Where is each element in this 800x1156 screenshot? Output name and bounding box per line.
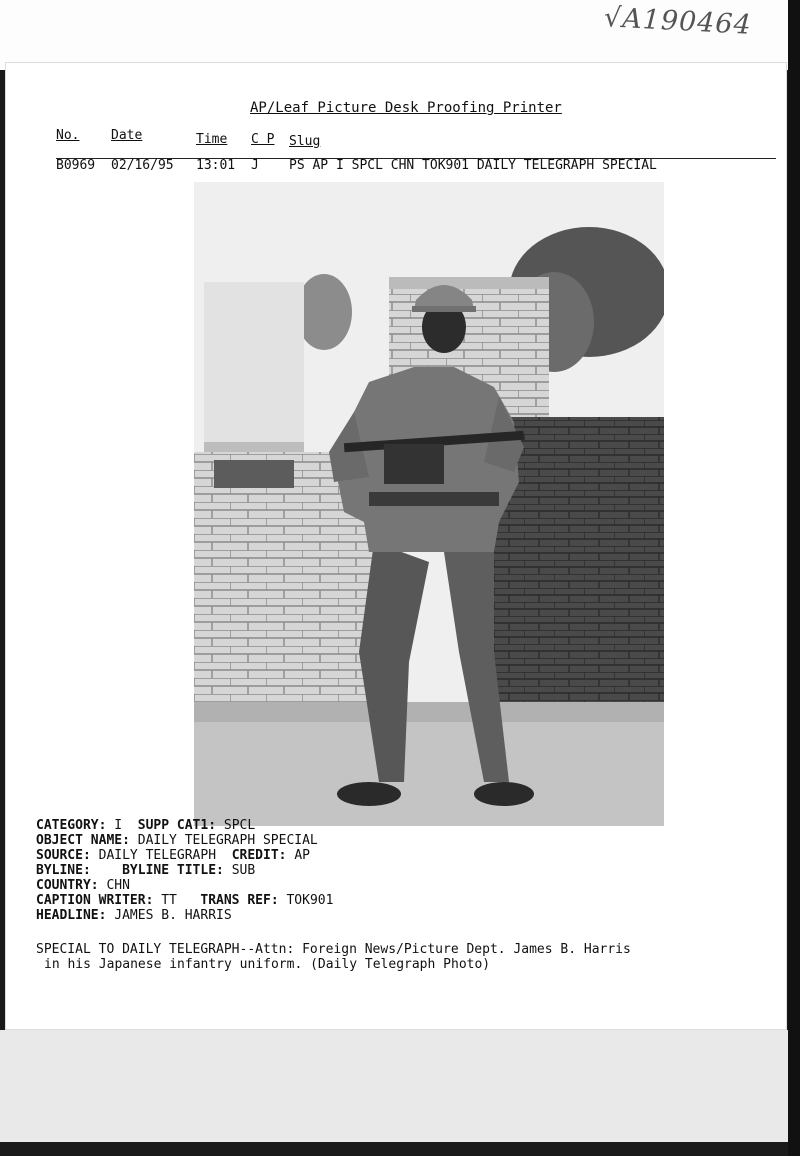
country-label: COUNTRY: (36, 878, 99, 893)
metadata-block (36, 818, 333, 923)
record-slug: PS AP I SPCL CHN TOK901 DAILY TELEGRAPH SPECIAL (289, 158, 657, 173)
photo-illustration (194, 182, 664, 826)
category-value: I (114, 818, 123, 833)
record-row (56, 158, 657, 248)
supp-cat-label: SUPP CAT1: (137, 818, 217, 833)
caption-writer-value: TT (161, 893, 177, 908)
source-value: DAILY TELEGRAPH (98, 848, 217, 863)
country-line (36, 878, 333, 893)
paper-bottom-strip (0, 1030, 790, 1142)
caption-writer-line (36, 893, 333, 908)
record-no: B0969 (56, 158, 96, 173)
record-time: 13:01 (196, 158, 236, 173)
object-name-label: OBJECT NAME: (36, 833, 130, 848)
headline-value: JAMES B. HARRIS (114, 908, 232, 923)
record-date: 02/16/95 (111, 158, 174, 173)
headline-line (36, 908, 333, 923)
column-no: No. (56, 128, 80, 143)
trans-ref-value: TOK901 (286, 893, 334, 908)
caption-writer-label: CAPTION WRITER: (36, 893, 154, 908)
byline-label: BYLINE: (36, 863, 91, 878)
printer-title: AP/Leaf Picture Desk Proofing Printer (250, 100, 562, 116)
source-line (36, 848, 333, 863)
column-cp: C P (251, 132, 275, 147)
column-date: Date (111, 128, 143, 143)
supp-cat-value: SPCL (223, 818, 256, 833)
caption-line-2: in his Japanese infantry uniform. (Daily Telegraph Photo) (44, 957, 491, 972)
scan-edge (788, 0, 800, 1156)
headline-label: HEADLINE: (36, 908, 107, 923)
credit-value: AP (294, 848, 310, 863)
column-header-row (56, 128, 776, 159)
object-name-value: DAILY TELEGRAPH SPECIAL (137, 833, 318, 848)
credit-label: CREDIT: (231, 848, 287, 863)
soldier-photograph (194, 182, 664, 826)
column-slug: Slug (289, 134, 321, 149)
caption-block (36, 942, 766, 972)
record-class: J (251, 158, 259, 173)
column-time: Time (196, 132, 228, 147)
category-label: CATEGORY: (36, 818, 107, 833)
object-name-line (36, 833, 333, 848)
byline-line (36, 863, 333, 878)
handwritten-reference: √A190464 (603, 2, 753, 41)
country-value: CHN (106, 878, 130, 893)
byline-title-label: BYLINE TITLE: (122, 863, 224, 878)
byline-title-value: SUB (231, 863, 256, 878)
category-line (36, 818, 333, 833)
caption-line-1: SPECIAL TO DAILY TELEGRAPH--Attn: Foreign News/Picture Dept. James B. Harris (36, 942, 631, 957)
source-label: SOURCE: (36, 848, 91, 863)
trans-ref-label: TRANS REF: (200, 893, 279, 908)
